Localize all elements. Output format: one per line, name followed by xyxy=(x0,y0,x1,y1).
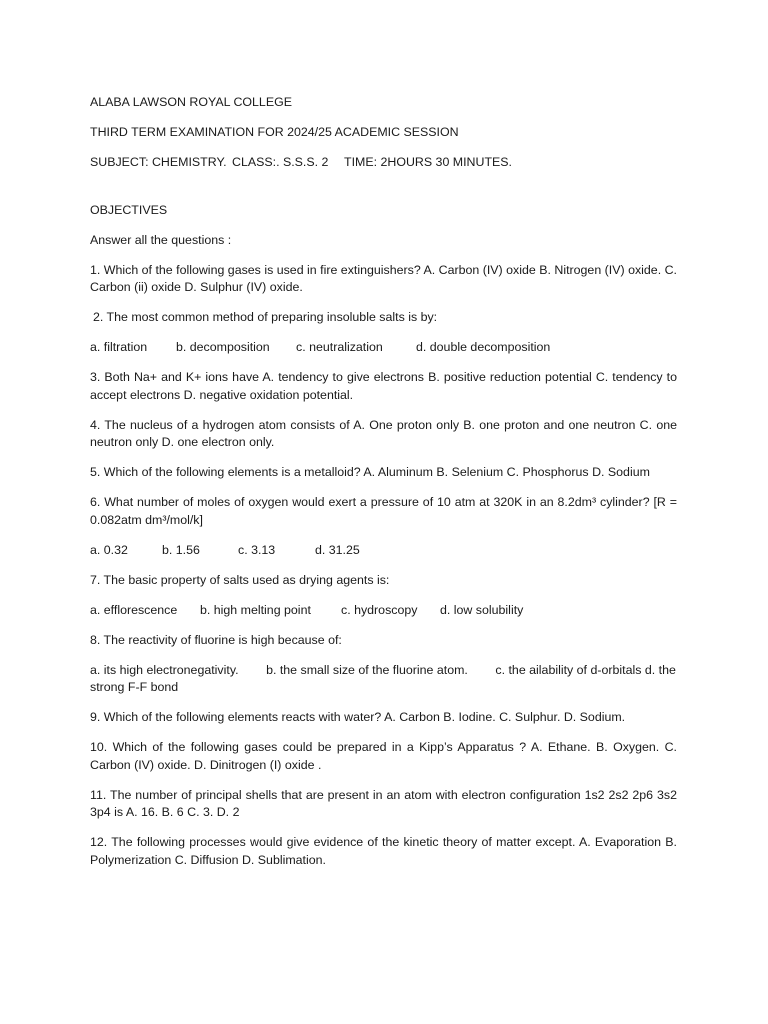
option-d: d. low solubility xyxy=(440,602,524,617)
question-6: 6. What number of moles of oxygen would exert a pressure of 10 atm at 320K in an 8.2dm³ cylinder? [R = 0.082atm dm³/mol/k] xyxy=(90,495,677,527)
question-11: 11. The number of principal shells that are present in an atom with electron configuration 1s2 2s2 2p6 3s2 3p4 is A. 16. B. 6 C. 3. D. 2 xyxy=(90,787,677,819)
question-1: 1. Which of the following gases is used in fire extinguishers? A. Carbon (IV) oxide B. Nitrogen (IV) oxide. C. Carbon (ii) oxide D. Sulphur (IV) oxide. xyxy=(90,262,677,294)
exam-details xyxy=(90,154,677,172)
question-7-options xyxy=(90,602,677,620)
school-name: ALABA LAWSON ROYAL COLLEGE xyxy=(90,95,292,109)
question-2: 2. The most common method of preparing insoluble salts is by: xyxy=(93,310,438,324)
question-12: 12. The following processes would give evidence of the kinetic theory of matter except. A. Evaporation B. Polymerization C. Diffusion D. Sublimation. xyxy=(90,835,677,867)
class-label: CLASS:. S.S.S. 2 xyxy=(232,155,329,169)
option-c: c. neutralization xyxy=(296,340,383,354)
question-5: 5. Which of the following elements is a metalloid? A. Aluminum B. Selenium C. Phosphorus D. Sodium xyxy=(90,465,650,479)
option-d: d. 31.25 xyxy=(315,542,360,557)
question-8: 8. The reactivity of fluorine is high because of: xyxy=(90,632,342,647)
question-7: 7. The basic property of salts used as drying agents is: xyxy=(90,572,390,587)
time-label: TIME: 2HOURS 30 MINUTES. xyxy=(344,155,512,169)
option-a: a. efflorescence xyxy=(90,602,178,617)
question-8-options: a. its high electronegativity. b. the small size of the fluorine atom. c. the ailability of d-orbitals d. the strong F-F bond xyxy=(90,662,680,694)
question-2-options xyxy=(90,339,677,357)
option-a: a. 0.32 xyxy=(90,542,128,557)
option-a: a. filtration xyxy=(90,340,148,354)
option-c: c. 3.13 xyxy=(238,542,276,557)
exam-title: THIRD TERM EXAMINATION FOR 2024/25 ACADEMIC SESSION xyxy=(90,125,459,139)
option-b: b. decomposition xyxy=(176,340,270,354)
option-d: d. double decomposition xyxy=(416,340,551,354)
question-9: 9. Which of the following elements reacts with water? A. Carbon B. Iodine. C. Sulphur. D. Sodium. xyxy=(90,710,626,724)
section-title: OBJECTIVES xyxy=(90,202,168,217)
question-10: 10. Which of the following gases could be prepared in a Kipp’s Apparatus ? A. Ethane. B. Oxygen. C. Carbon (IV) oxide. D. Dinitrogen (I) oxide . xyxy=(90,740,677,772)
instruction: Answer all the questions : xyxy=(90,232,232,247)
option-b: b. high melting point xyxy=(200,602,311,617)
subject-label: SUBJECT: CHEMISTRY. xyxy=(90,155,227,169)
option-b: b. 1.56 xyxy=(162,542,200,557)
option-c: c. hydroscopy xyxy=(341,602,418,617)
question-3: 3. Both Na+ and K+ ions have A. tendency to give electrons B. positive reduction potential C. tendency to accept electrons D. negative oxidation potential. xyxy=(90,370,677,402)
question-4: 4. The nucleus of a hydrogen atom consists of A. One proton only B. one proton and one neutron C. one neutron only D. one electron only. xyxy=(90,417,677,449)
question-6-options xyxy=(90,542,677,560)
